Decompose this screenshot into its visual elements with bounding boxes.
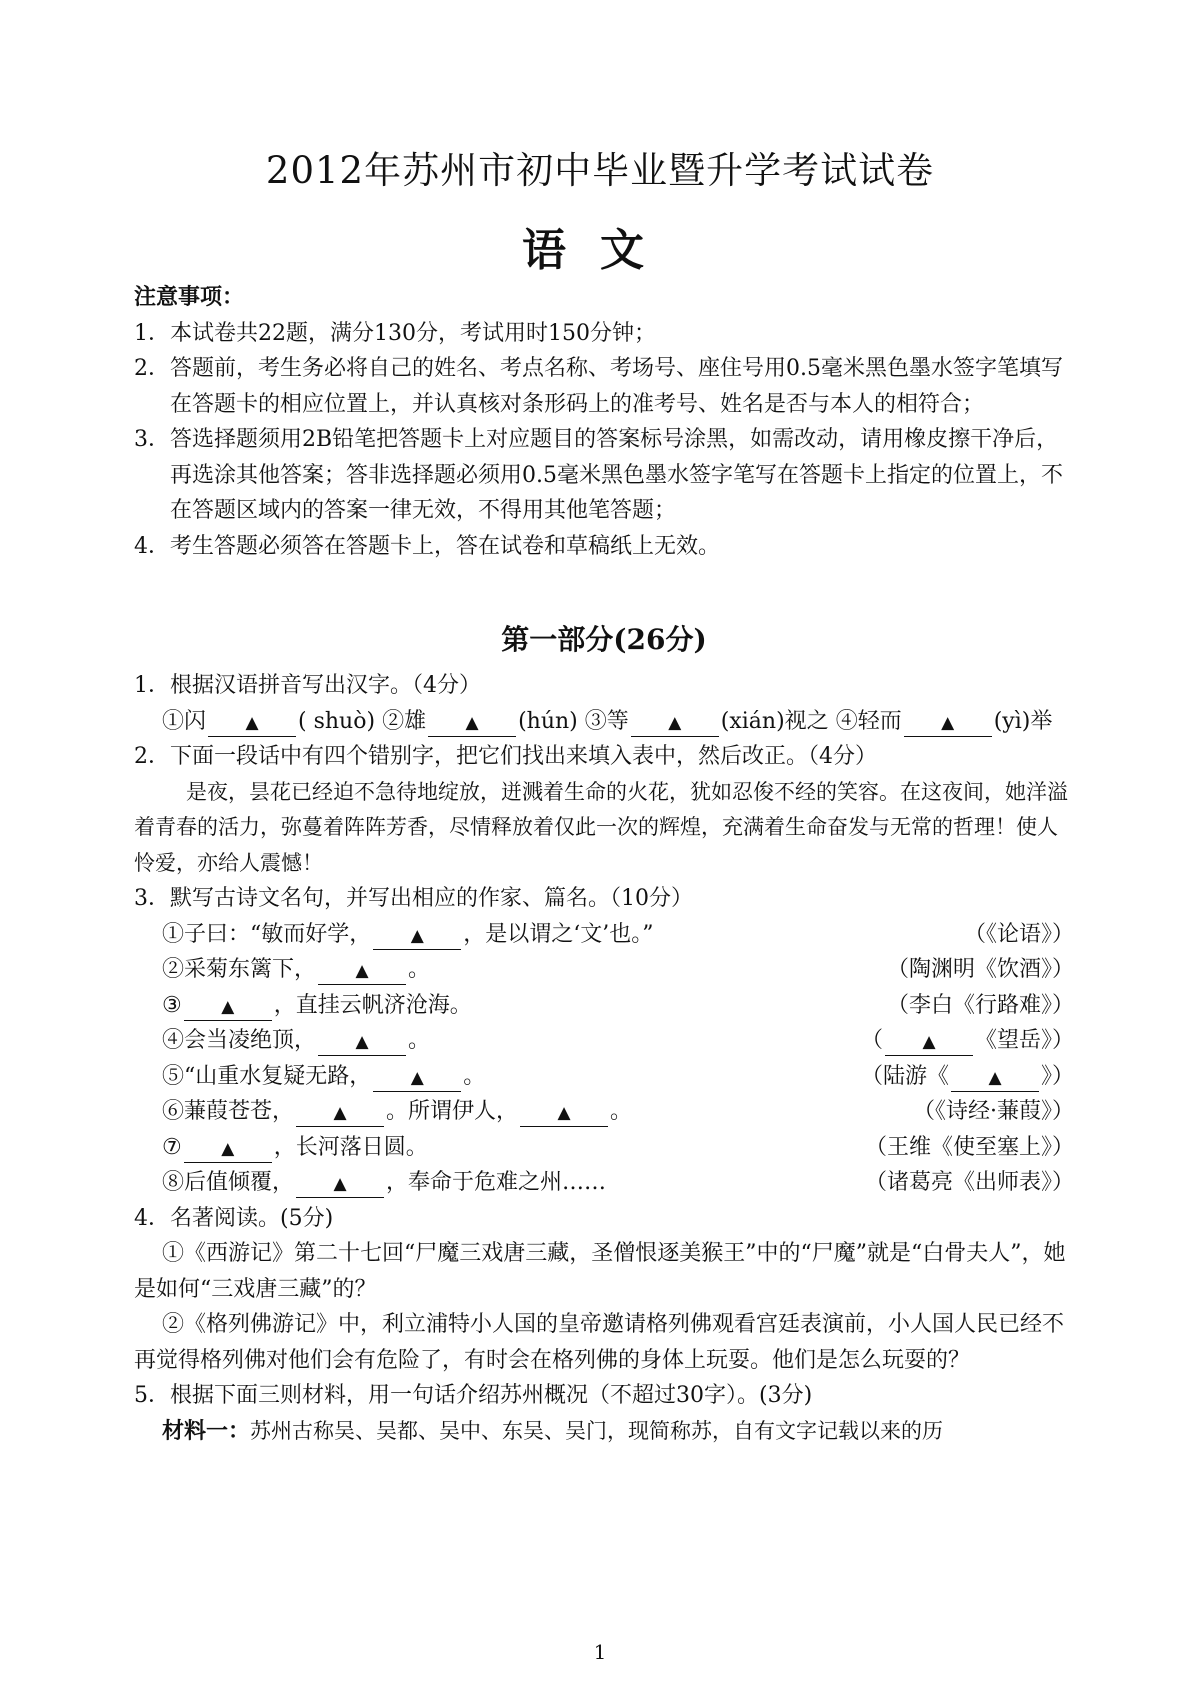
note-item: 3． 答选择题须用2B铅笔把答题卡上对应题目的答案标号涂黑，如需改动，请用橡皮擦干净后，再选涂其他答案；答非选择题必须用0.5毫米黑色墨水签字笔写在答题卡上指定的位置上，不在答题区域内的答案一律无效，不得用其他笔答题； [134, 427, 1063, 523]
question-4: 4． 名著阅读。(5分) [134, 1205, 334, 1231]
exam-title: 2012年苏州市初中毕业暨升学考试试卷 [265, 149, 935, 192]
triangle-icon: ▲ [465, 712, 479, 733]
q3-line: ⑤“山重水复疑无路， ▲ 。 （陆游《 ▲ 》） [134, 1059, 1074, 1095]
question-5: 5． 根据下面三则材料，用一句话介绍苏州概况（不超过30字）。(3分) [134, 1383, 813, 1408]
notes-heading: 注意事项： [134, 284, 245, 310]
page-number: 1 [593, 1640, 607, 1664]
triangle-icon: ▲ [410, 1067, 424, 1088]
exam-body [134, 280, 1074, 1449]
answer-blank[interactable] [318, 1028, 406, 1056]
q3-line: ⑥蒹葭苍苍， ▲ 。所谓伊人， ▲ 。 （《诗经·蒹葭》） [134, 1094, 1074, 1130]
subject-title: 语文 [522, 225, 678, 276]
answer-blank[interactable] [428, 709, 516, 737]
answer-blank[interactable] [296, 1099, 384, 1127]
q3-line: ④会当凌绝顶， ▲ 。 （ ▲ 《望岳》） [134, 1023, 1074, 1059]
part-one-heading: 第一部分(26分) [501, 623, 707, 656]
answer-blank[interactable] [296, 1170, 384, 1198]
answer-blank[interactable] [904, 709, 992, 737]
note-item: 2． 答题前，考生务必将自己的姓名、考点名称、考场号、座住号用0.5毫米黑色墨水签字笔填写在答题卡的相应位置上，并认真核对条形码上的准考号、姓名是否与本人的相符合； [134, 356, 1063, 417]
q3-line: ③ ▲ ，直挂云帆济沧海。 （李白《行路难》） [134, 988, 1074, 1024]
answer-blank[interactable] [631, 709, 719, 737]
q3-line: ⑧后值倾覆， ▲ ，奉命于危难之州…… （诸葛亮《出师表》） [134, 1165, 1074, 1201]
triangle-icon: ▲ [221, 996, 235, 1017]
answer-blank[interactable] [885, 1028, 973, 1056]
q1-items: ①闪 ▲ ( shuò) ②雄 ▲ (hún) ③等 ▲ (xián)视之 ④轻而 ▲ (yì)举 [134, 704, 1074, 740]
note-item: 4． 考生答题必须答在答题卡上，答在试卷和草稿纸上无效。 [134, 533, 721, 559]
q3-line: ①子曰：“敏而好学， ▲ ，是以谓之‘文’也。” （《论语》） [134, 917, 1074, 953]
triangle-icon: ▲ [355, 961, 369, 981]
triangle-icon: ▲ [668, 712, 682, 733]
triangle-icon: ▲ [557, 1103, 571, 1123]
triangle-icon: ▲ [333, 1174, 347, 1194]
q2-passage: 是夜，昙花已经迫不急待地绽放，迸溅着生命的火花，犹如忍俊不经的笑容。在这夜间，她洋溢着青春的活力，弥蔓着阵阵芳香，尽情释放着仅此一次的辉煌，充满着生命奋发与无常的哲理！使人怜爱，亦给人震憾！ [134, 779, 1068, 875]
triangle-icon: ▲ [333, 1103, 347, 1123]
answer-blank[interactable] [373, 1064, 461, 1092]
answer-blank[interactable] [373, 922, 461, 950]
q3-line: ②采菊东篱下， ▲ 。 （陶渊明《饮酒》） [134, 952, 1074, 988]
q3-line: ⑦ ▲ ，长河落日圆。 （王维《使至塞上》） [134, 1130, 1074, 1166]
q4-item: ②《格列佛游记》中，利立浦特小人国的皇帝邀请格列佛观看宫廷表演前，小人国人民已经不再觉得格列佛对他们会有危险了，有时会在格列佛的身体上玩耍。他们是怎么玩耍的？ [134, 1312, 1065, 1373]
triangle-icon: ▲ [941, 712, 955, 733]
question-2: 2． 下面一段话中有四个错别字，把它们找出来填入表中，然后改正。（4分） [134, 744, 877, 769]
answer-blank[interactable] [318, 957, 406, 985]
triangle-icon: ▲ [410, 925, 424, 946]
triangle-icon: ▲ [221, 1138, 235, 1159]
answer-blank[interactable] [184, 993, 272, 1021]
answer-blank[interactable] [951, 1064, 1039, 1092]
triangle-icon: ▲ [355, 1032, 369, 1052]
question-3: 3． 默写古诗文名句，并写出相应的作家、篇名。（10分） [134, 886, 693, 911]
q4-item: ①《西游记》第二十七回“尸魔三戏唐三藏，圣僧恨逐美猴王”中的“尸魔”就是“白骨夫人”，她 是如何“三戏唐三藏”的？ [134, 1241, 1066, 1302]
q5-material: 材料一：苏州古称吴、吴都、吴中、东吴、吴门，现简称苏，自有文字记载以来的历 [162, 1417, 944, 1444]
triangle-icon: ▲ [922, 1032, 936, 1052]
question-1: 1． 根据汉语拼音写出汉字。（4分） [134, 673, 481, 698]
triangle-icon: ▲ [245, 712, 259, 733]
note-item: 1． 本试卷共22题，满分130分，考试用时150分钟； [134, 320, 656, 346]
answer-blank[interactable] [208, 709, 296, 737]
answer-blank[interactable] [184, 1135, 272, 1163]
triangle-icon: ▲ [988, 1067, 1002, 1088]
answer-blank[interactable] [520, 1099, 608, 1127]
